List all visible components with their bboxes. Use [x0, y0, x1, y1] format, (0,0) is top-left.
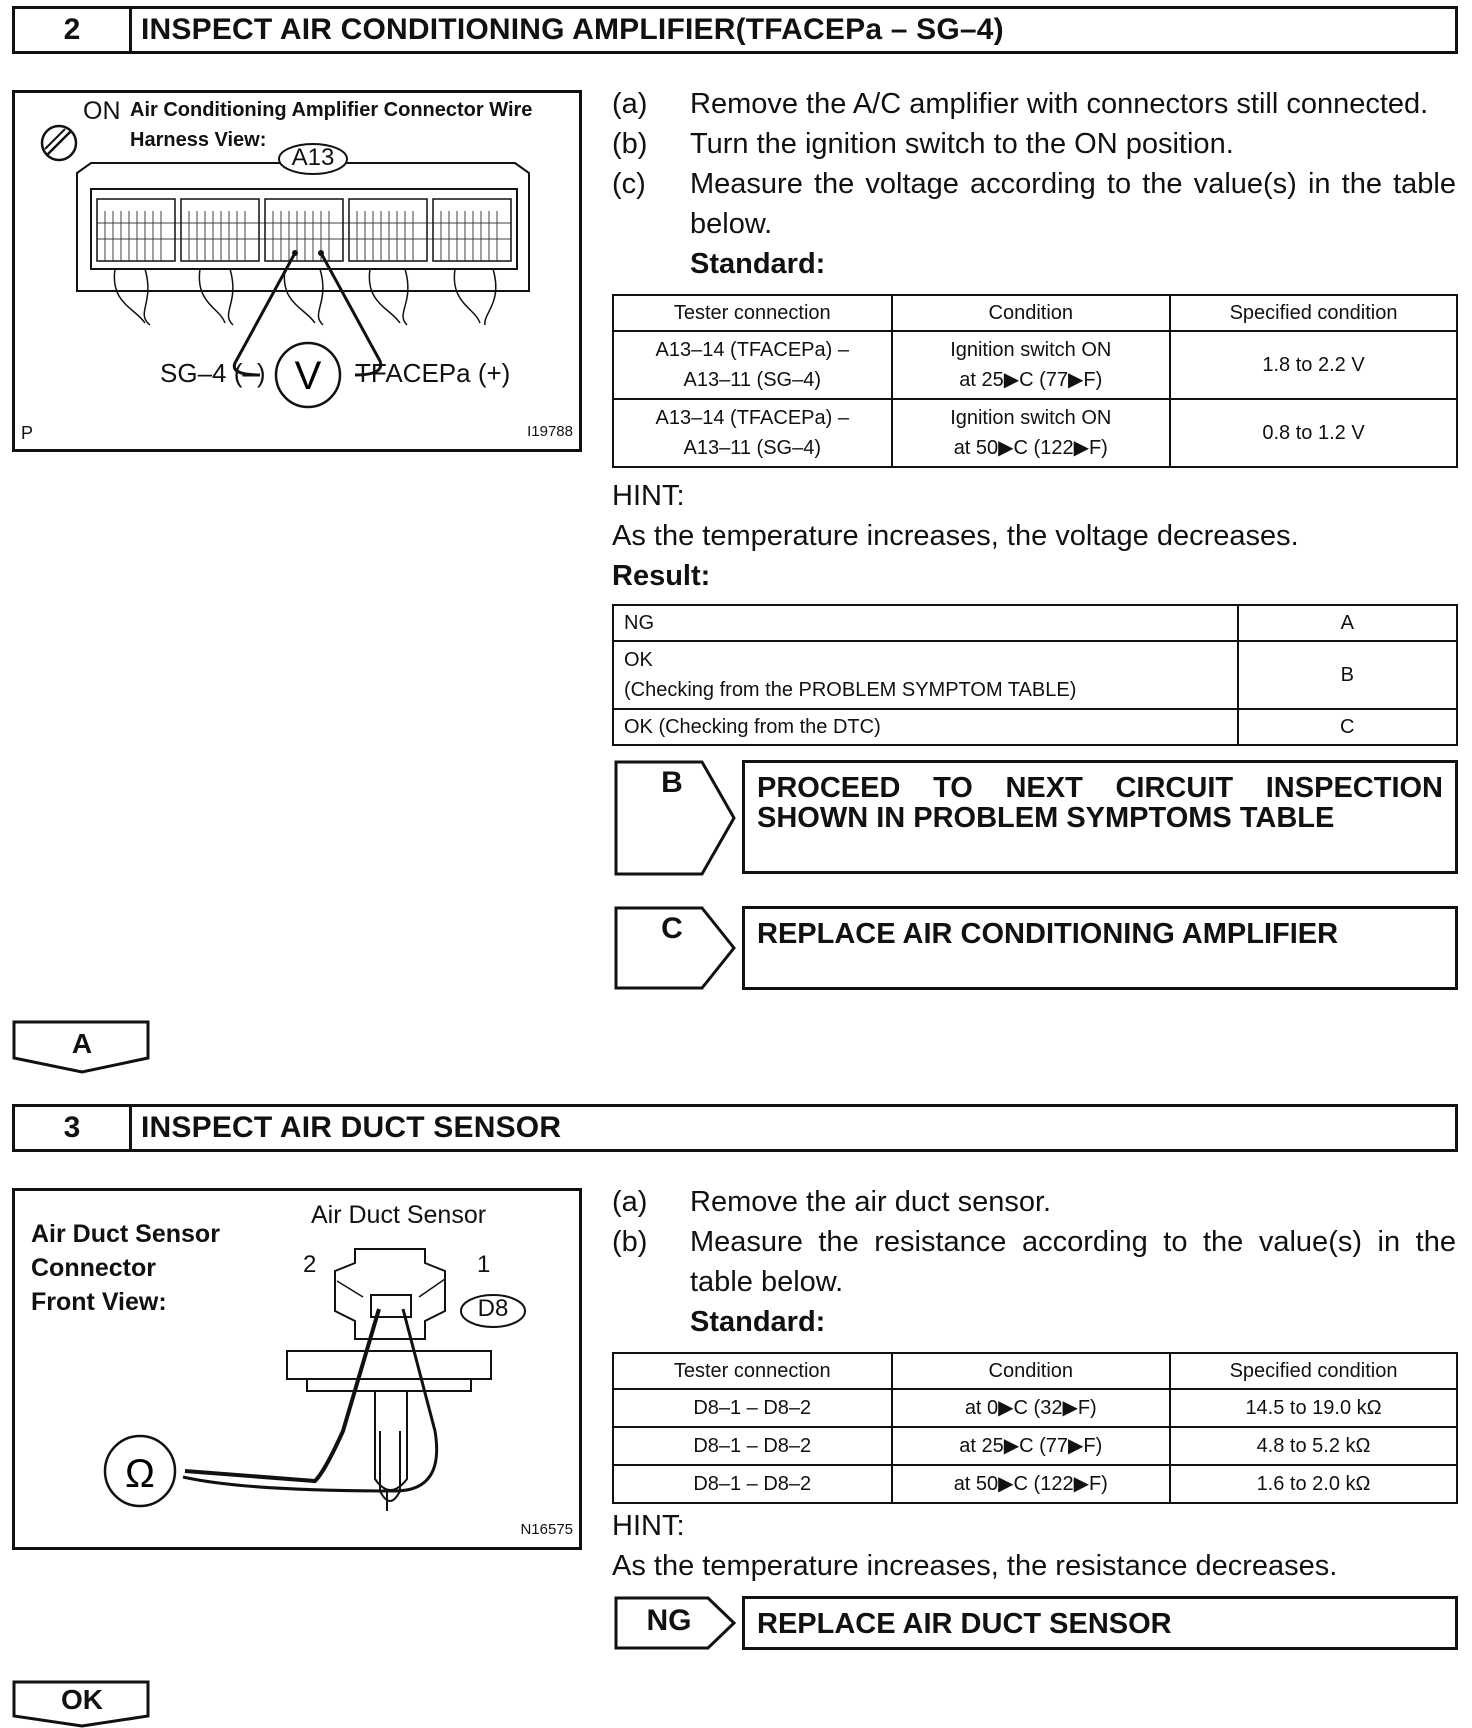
- standard-label: Standard:: [690, 1306, 826, 1338]
- step-label: (a): [612, 88, 648, 120]
- condition-cell: at 25▶C (77▶F): [892, 1427, 1171, 1465]
- column-header: Tester connection: [613, 1353, 892, 1389]
- table-row: [613, 399, 1457, 467]
- voltage-spec-table: [612, 294, 1458, 468]
- result-condition-cell: NG: [613, 605, 1238, 641]
- column-header: Condition: [892, 295, 1171, 331]
- hint-label: HINT:: [612, 1510, 685, 1542]
- connector-id-d8: D8: [477, 1295, 509, 1322]
- figure-code: I19788: [527, 423, 573, 440]
- result-code-cell: C: [1238, 709, 1457, 745]
- pin-2-label: 2: [303, 1251, 317, 1278]
- sensor-label: Air Duct Sensor: [311, 1201, 487, 1229]
- voltmeter-symbol: V: [294, 354, 322, 398]
- section-2-header: [12, 6, 1458, 54]
- air-duct-sensor-figure: [12, 1188, 582, 1550]
- on-label: ON: [83, 97, 121, 125]
- section-2-title: INSPECT AIR CONDITIONING AMPLIFIER(TFACEPa – SG–4): [141, 13, 1004, 46]
- table-row: [613, 641, 1457, 709]
- table-row: [613, 709, 1457, 745]
- step-a: [612, 1182, 1462, 1222]
- action-c-box: REPLACE AIR CONDITIONING AMPLIFIER: [742, 906, 1458, 990]
- section-3-title: INSPECT AIR DUCT SENSOR: [141, 1111, 562, 1144]
- result-c-code: C: [661, 912, 683, 945]
- figure-code: N16575: [520, 1521, 573, 1538]
- specified-condition-cell: 0.8 to 1.2 V: [1170, 399, 1457, 467]
- tester-connection-cell: A13–14 (TFACEPa) – A13–11 (SG–4): [613, 331, 892, 399]
- figure-corner-label: P: [21, 423, 34, 443]
- step-b: [612, 124, 1462, 164]
- amplifier-connector-figure: [12, 90, 582, 452]
- ignition-on-icon: [42, 126, 76, 160]
- step-b: [612, 1222, 1462, 1302]
- step-text: Measure the resistance according to the value(s) in the table below.: [690, 1226, 1456, 1298]
- negative-probe-label: SG–4 (–): [160, 358, 266, 388]
- column-header: Specified condition: [1170, 295, 1457, 331]
- table-row: [613, 1389, 1457, 1427]
- step-text: Measure the voltage according to the value(s) in the table below.: [690, 168, 1456, 240]
- tester-connection-cell: D8–1 – D8–2: [613, 1427, 892, 1465]
- standard-label: Standard:: [690, 248, 826, 280]
- action-ng-box: REPLACE AIR DUCT SENSOR: [742, 1596, 1458, 1650]
- step-a: [612, 84, 1462, 124]
- condition-cell: at 0▶C (32▶F): [892, 1389, 1171, 1427]
- pin-1-label: 1: [477, 1251, 491, 1278]
- step-text: Turn the ignition switch to the ON position.: [690, 128, 1234, 160]
- action-b-box: PROCEED TO NEXT CIRCUIT INSPECTION SHOWN IN PROBLEM SYMPTOMS TABLE: [742, 760, 1458, 874]
- specified-condition-cell: 1.8 to 2.2 V: [1170, 331, 1457, 399]
- table-header-row: [613, 1353, 1457, 1389]
- section-2-number: 2: [15, 9, 132, 51]
- flow-a-label: A: [71, 1028, 93, 1059]
- condition-cell: at 50▶C (122▶F): [892, 1465, 1171, 1503]
- section-3-header: [12, 1104, 1458, 1152]
- sensor-figure-title: Air Duct Sensor Connector Front View:: [31, 1220, 220, 1316]
- specified-condition-cell: 1.6 to 2.0 kΩ: [1170, 1465, 1457, 1503]
- ohmmeter-symbol: Ω: [125, 1452, 155, 1496]
- step-c: [612, 164, 1462, 244]
- specified-condition-cell: 4.8 to 5.2 kΩ: [1170, 1427, 1457, 1465]
- tester-connection-cell: A13–14 (TFACEPa) – A13–11 (SG–4): [613, 399, 892, 467]
- table-row: [613, 1465, 1457, 1503]
- result-label: Result:: [612, 560, 711, 592]
- figure-title-line1: Air Conditioning Amplifier Connector Wire: [130, 99, 533, 121]
- connector-id-a13: A13: [291, 144, 335, 171]
- column-header: Tester connection: [613, 295, 892, 331]
- step-label: (a): [612, 1186, 648, 1218]
- table-row: [613, 1427, 1457, 1465]
- column-header: Specified condition: [1170, 1353, 1457, 1389]
- step-text: Remove the air duct sensor.: [690, 1186, 1052, 1218]
- result-table: [612, 604, 1458, 746]
- condition-cell: Ignition switch ON at 25▶C (77▶F): [892, 331, 1171, 399]
- positive-probe-label: TFACEPa (+): [355, 358, 511, 388]
- step-label: (b): [612, 1226, 648, 1258]
- tester-connection-cell: D8–1 – D8–2: [613, 1389, 892, 1427]
- tester-connection-cell: D8–1 – D8–2: [613, 1465, 892, 1503]
- result-b-code: B: [661, 766, 683, 799]
- result-code-cell: A: [1238, 605, 1457, 641]
- flow-ok-label: OK: [61, 1684, 103, 1715]
- table-row: [613, 331, 1457, 399]
- result-code-cell: B: [1238, 641, 1457, 709]
- hint-label: HINT:: [612, 480, 685, 512]
- specified-condition-cell: 14.5 to 19.0 kΩ: [1170, 1389, 1457, 1427]
- hint-text: As the temperature increases, the resistance decreases.: [612, 1550, 1338, 1582]
- result-ng-code: NG: [646, 1604, 692, 1637]
- condition-cell: Ignition switch ON at 50▶C (122▶F): [892, 399, 1171, 467]
- figure-title-line2: Harness View:: [130, 129, 267, 151]
- section-3-number: 3: [15, 1107, 132, 1149]
- step-text: Remove the A/C amplifier with connectors still connected.: [690, 88, 1429, 120]
- table-header-row: [613, 295, 1457, 331]
- result-condition-cell: OK (Checking from the DTC): [613, 709, 1238, 745]
- resistance-spec-table: [612, 1352, 1458, 1504]
- result-condition-cell: OK (Checking from the PROBLEM SYMPTOM TABLE): [613, 641, 1238, 709]
- hint-text: As the temperature increases, the voltage decreases.: [612, 520, 1299, 552]
- step-label: (b): [612, 128, 648, 160]
- step-label: (c): [612, 168, 646, 200]
- table-row: [613, 605, 1457, 641]
- column-header: Condition: [892, 1353, 1171, 1389]
